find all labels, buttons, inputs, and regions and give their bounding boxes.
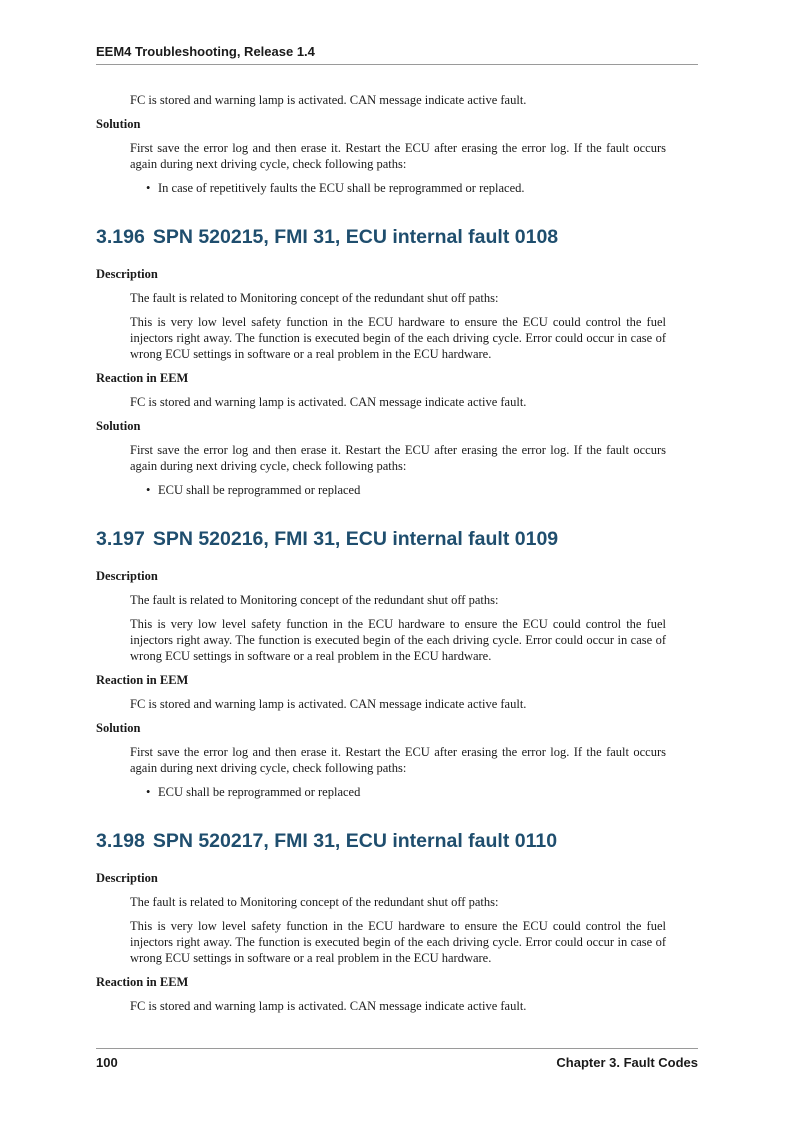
document-title: EEM4 Troubleshooting, Release 1.4	[96, 44, 315, 59]
section-title: SPN 520215, FMI 31, ECU internal fault 0108	[152, 226, 559, 248]
section-title: SPN 520216, FMI 31, ECU internal fault 0109	[152, 528, 559, 550]
description-label: Description	[96, 267, 158, 281]
bullet-icon: •	[146, 181, 151, 195]
section-title: SPN 520217, FMI 31, ECU internal fault 0110	[152, 830, 558, 852]
description-label: Description	[96, 871, 158, 885]
solution-label: Solution	[96, 419, 141, 433]
reaction-text: FC is stored and warning lamp is activated. CAN message indicate active fault.	[130, 999, 527, 1013]
solution-text: First save the error log and then erase it. Restart the ECU after erasing the error log. If the fault occurs again during next driving cycle, check following paths:	[130, 443, 666, 473]
description-label: Description	[96, 569, 158, 583]
description-detail: This is very low level safety function in the ECU hardware to ensure the ECU could control the fuel injectors right away. The function is executed begin of the each driving cycle. Error could occur in case of wrong ECU settings in software or a real problem in the ECU hardware.	[130, 315, 666, 361]
list-item-text: ECU shall be reprogrammed or replaced	[158, 483, 361, 497]
solution-text: First save the error log and then erase it. Restart the ECU after erasing the error log. If the fault occurs again during next driving cycle, check following paths:	[130, 141, 666, 171]
solution-label: Solution	[96, 721, 141, 735]
list-item	[146, 784, 666, 800]
list-item-text: In case of repetitively faults the ECU shall be reprogrammed or replaced.	[158, 181, 525, 195]
list-item-text: ECU shall be reprogrammed or replaced	[158, 785, 361, 799]
reaction-label: Reaction in EEM	[96, 975, 189, 989]
section-number: 3.198	[96, 830, 145, 852]
page-content	[96, 92, 666, 1022]
description-detail: This is very low level safety function in the ECU hardware to ensure the ECU could control the fuel injectors right away. The function is executed begin of the each driving cycle. Error could occur in case of wrong ECU settings in software or a real problem in the ECU hardware.	[130, 617, 666, 663]
section-heading-3-197	[96, 526, 666, 552]
solution-list	[146, 784, 666, 800]
section-heading-3-196	[96, 224, 666, 250]
description-text: The fault is related to Monitoring concept of the redundant shut off paths:	[130, 895, 499, 909]
description-text: The fault is related to Monitoring concept of the redundant shut off paths:	[130, 593, 499, 607]
reaction-label: Reaction in EEM	[96, 673, 189, 687]
page-footer	[96, 1048, 698, 1071]
solution-list	[146, 482, 666, 498]
reaction-text: FC is stored and warning lamp is activated. CAN message indicate active fault.	[130, 93, 527, 107]
page-number: 100	[96, 1055, 118, 1070]
page-header	[96, 44, 698, 65]
solution-label: Solution	[96, 117, 141, 131]
description-detail: This is very low level safety function in the ECU hardware to ensure the ECU could control the fuel injectors right away. The function is executed begin of the each driving cycle. Error could occur in case of wrong ECU settings in software or a real problem in the ECU hardware.	[130, 919, 666, 965]
section-heading-3-198	[96, 828, 666, 854]
reaction-label: Reaction in EEM	[96, 371, 189, 385]
chapter-title: Chapter 3. Fault Codes	[556, 1055, 698, 1070]
bullet-icon: •	[146, 483, 151, 497]
bullet-icon: •	[146, 785, 151, 799]
reaction-text: FC is stored and warning lamp is activated. CAN message indicate active fault.	[130, 697, 527, 711]
solution-text: First save the error log and then erase it. Restart the ECU after erasing the error log. If the fault occurs again during next driving cycle, check following paths:	[130, 745, 666, 775]
section-number: 3.197	[96, 528, 145, 550]
description-text: The fault is related to Monitoring concept of the redundant shut off paths:	[130, 291, 499, 305]
list-item	[146, 180, 666, 196]
reaction-text: FC is stored and warning lamp is activated. CAN message indicate active fault.	[130, 395, 527, 409]
section-number: 3.196	[96, 226, 145, 248]
solution-list	[146, 180, 666, 196]
list-item	[146, 482, 666, 498]
